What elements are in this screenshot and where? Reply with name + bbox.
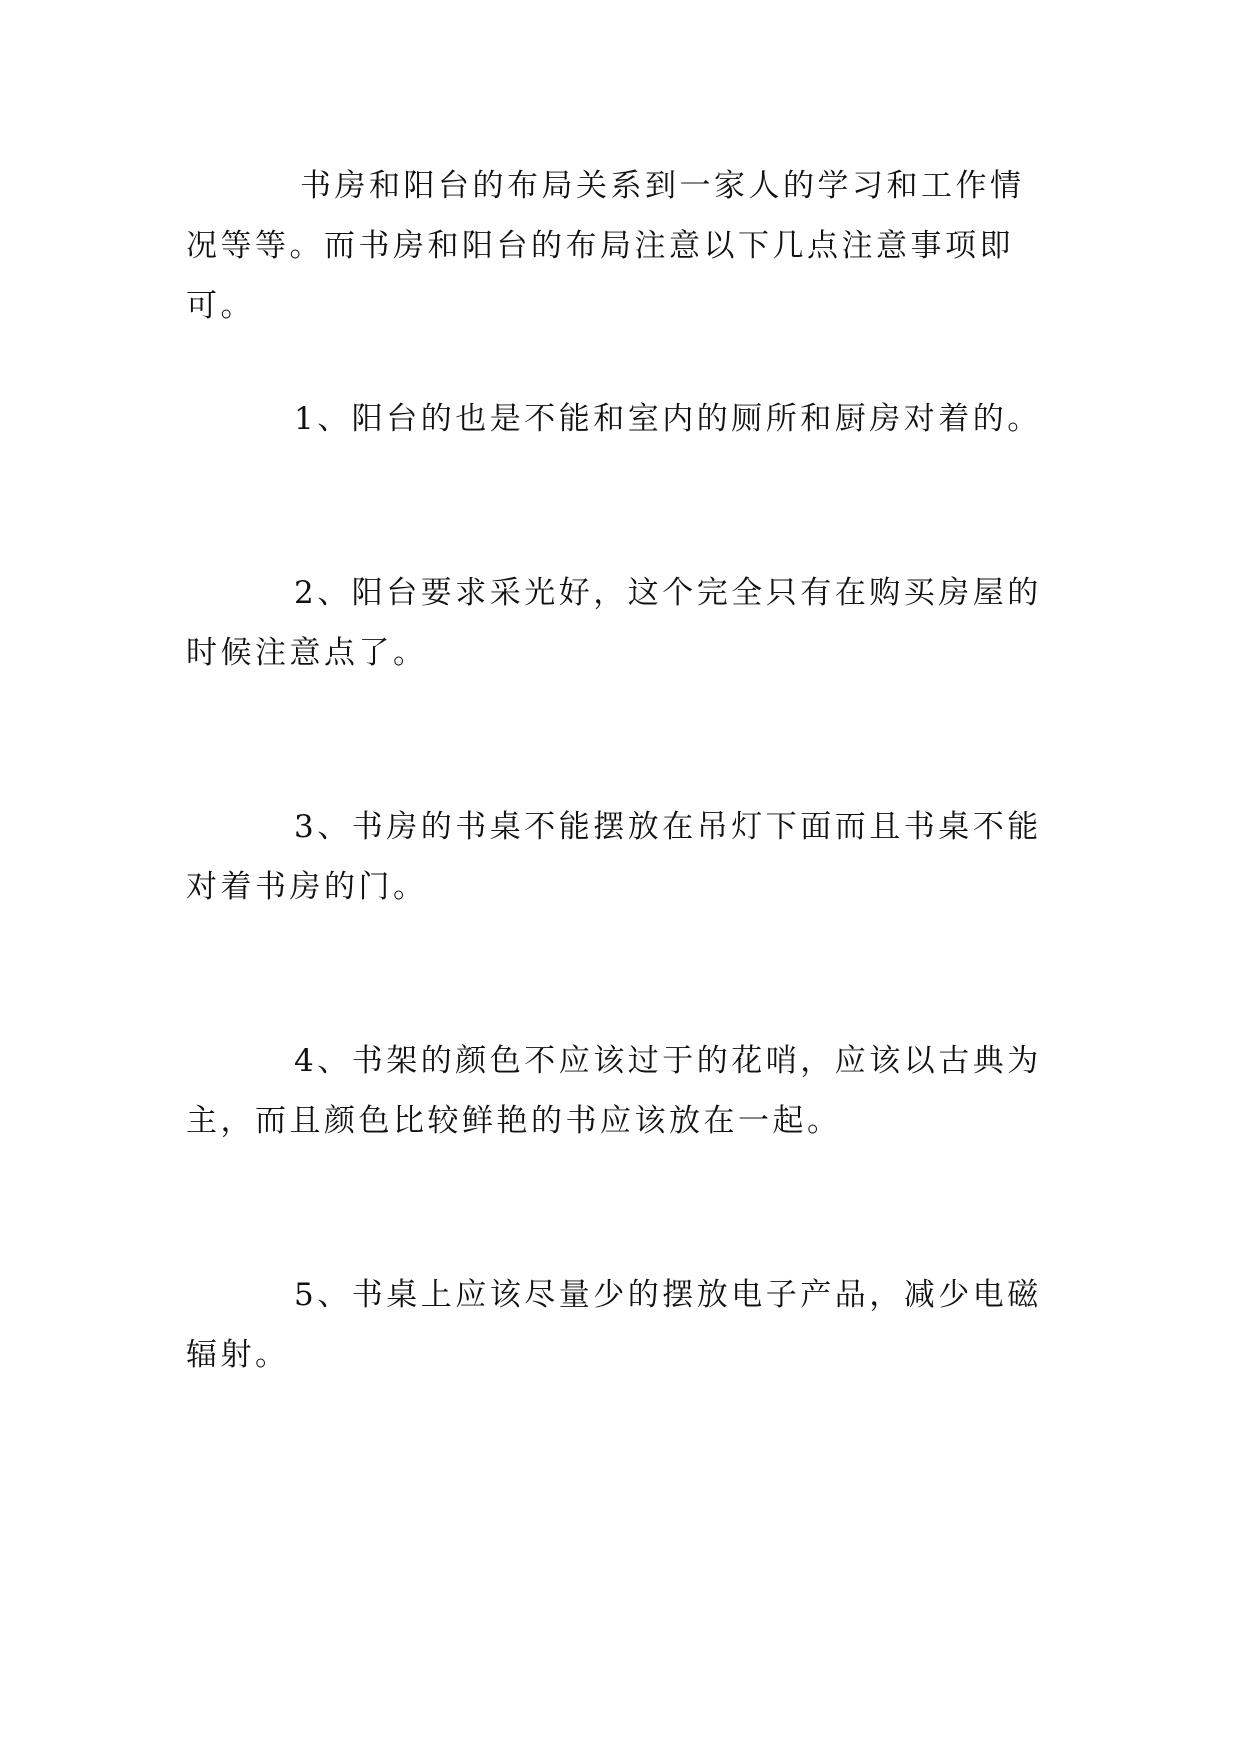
list-item-4: 4、书架的颜色不应该过于的花哨，应该以古典为主，而且颜色比较鲜艳的书应该放在一起。: [186, 1043, 1042, 1139]
list-item-3: 3、书房的书桌不能摆放在吊灯下面而且书桌不能对着书房的门。: [186, 809, 1042, 905]
list-item-1: 1、阳台的也是不能和室内的厕所和厨房对着的。: [294, 401, 1042, 437]
list-item-5: 5、书桌上应该尽量少的摆放电子产品，减少电磁辐射。: [186, 1277, 1042, 1373]
list-item-2: 2、阳台要求采光好，这个完全只有在购买房屋的时候注意点了。: [186, 575, 1042, 671]
intro-paragraph: 书房和阳台的布局关系到一家人的学习和工作情况等等。而书房和阳台的布局注意以下几点注意事项即可。: [186, 168, 1025, 324]
